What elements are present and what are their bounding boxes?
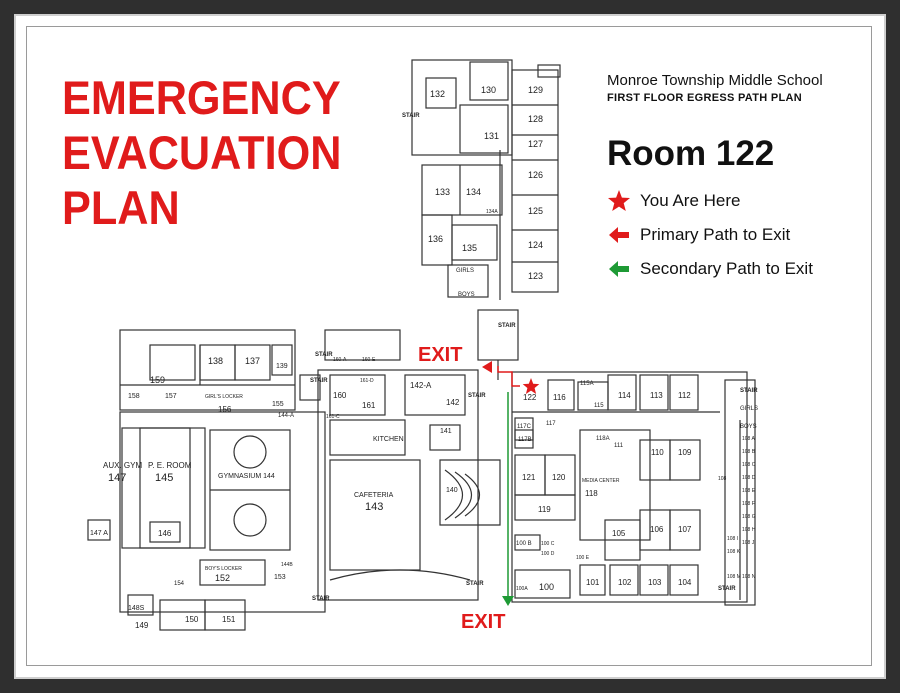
you-are-here-star-icon <box>523 378 540 394</box>
room-label: 156 <box>218 405 232 414</box>
room-label: 108 G <box>742 514 756 520</box>
room-label: KITCHEN <box>373 436 404 443</box>
room-label: 119 <box>538 505 551 514</box>
room-label: 161-C <box>326 414 340 420</box>
room-label: GIRL'S LOCKER <box>205 394 243 400</box>
stair-label: STAIR <box>402 113 420 119</box>
room-label: 108 N <box>742 574 756 580</box>
plan-subtitle: FIRST FLOOR EGRESS PATH PLAN <box>607 92 802 104</box>
room-label: 123 <box>528 271 544 281</box>
room-label: 126 <box>528 170 544 180</box>
room-label: 149 <box>135 621 149 630</box>
room-label: 145 <box>155 472 174 484</box>
room-label: 160 <box>333 391 347 400</box>
room-label: 139 <box>276 363 288 370</box>
room-label: 114 <box>618 391 631 400</box>
room-label: 141 <box>440 428 452 435</box>
room-label: 134 <box>466 187 482 197</box>
room-title: Room 122 <box>607 134 775 173</box>
room-label: 135 <box>462 243 478 253</box>
room-label: AUX. GYM <box>103 461 143 470</box>
room-label: 108 M <box>727 574 741 580</box>
room-label: 147 <box>108 472 127 484</box>
room-label: 148S <box>128 605 145 612</box>
room-label: 154 <box>174 581 185 587</box>
room-label: 147 A <box>90 530 108 537</box>
room-label: CAFETERIA <box>354 492 394 499</box>
room-label: 100 <box>539 582 555 592</box>
room-label: 108 C <box>742 462 756 468</box>
room-label: 102 <box>618 578 632 587</box>
room-label: 157 <box>165 393 177 400</box>
stair-label: STAIR <box>718 586 736 592</box>
primary-path-route <box>482 361 520 386</box>
legend-label: Secondary Path to Exit <box>640 259 813 278</box>
red-arrow-left-icon <box>482 361 492 373</box>
room-label: 108 I <box>727 536 739 542</box>
legend-label: You Are Here <box>640 191 741 210</box>
room-label: 127 <box>528 139 544 149</box>
room-label: 142 <box>446 398 460 407</box>
room-label: 101 <box>586 578 600 587</box>
room-label: 104 <box>678 578 692 587</box>
stair-label: STAIR <box>468 393 486 399</box>
room-label: 137 <box>245 356 261 366</box>
room-label: 100 E <box>576 555 590 561</box>
room-label: 158 <box>128 393 140 400</box>
room-label: 118 <box>585 489 598 498</box>
room-label: MEDIA CENTER <box>582 478 620 484</box>
room-label: 108 F <box>742 501 755 507</box>
room-label: 151 <box>222 615 236 624</box>
room-label: 111 <box>614 443 624 449</box>
restroom-girls-label: GIRLS <box>740 406 759 412</box>
room-label: 100 D <box>541 551 555 557</box>
room-label: 108 B <box>742 449 756 455</box>
room-label: 138 <box>208 356 224 366</box>
stair-label: STAIR <box>740 388 758 394</box>
room-label: 160-A <box>333 357 347 363</box>
room-label: 150 <box>185 615 199 624</box>
room-label: 117B <box>518 437 532 443</box>
stair-label: STAIR <box>312 596 330 602</box>
room-label: 109 <box>678 448 692 457</box>
room-label: 107 <box>678 525 692 534</box>
room-label: 129 <box>528 85 544 95</box>
room-label: BOY'S LOCKER <box>205 566 242 572</box>
restroom-boys-label: BOYS <box>740 424 757 430</box>
room-label: 103 <box>648 578 662 587</box>
room-label: 112 <box>678 391 691 400</box>
room-label: 161-D <box>360 378 374 384</box>
headline-line-3: PLAN <box>62 181 180 234</box>
stair-label: STAIR <box>310 378 328 384</box>
room-label: 128 <box>528 114 544 124</box>
room-label: 108 <box>718 476 727 482</box>
room-label: 132 <box>430 89 446 99</box>
stair-label: STAIR <box>498 323 516 329</box>
room-label: 108 J <box>742 540 755 546</box>
room-label: 124 <box>528 240 544 250</box>
room-label: 144B <box>281 562 293 568</box>
room-label: 140 <box>446 487 458 494</box>
room-label: 121 <box>522 473 536 482</box>
room-label: 159 <box>150 375 166 385</box>
room-label: 106 <box>650 525 664 534</box>
room-label: 131 <box>484 131 500 141</box>
room-label: 144-A <box>278 413 295 419</box>
legend-label: Primary Path to Exit <box>640 225 791 244</box>
room-label: 108 H <box>742 527 756 533</box>
room-label: 117C <box>517 424 531 430</box>
room-label: 136 <box>428 234 444 244</box>
room-label: 108 A <box>742 436 755 442</box>
room-label: 116 <box>553 393 566 402</box>
room-label: 108 K <box>727 549 741 555</box>
room-label: 117 <box>546 421 556 427</box>
room-label: 160-E <box>362 357 376 363</box>
room-label: 115 <box>594 403 604 409</box>
room-label: 108 D <box>742 475 756 481</box>
room-label: 108 E <box>742 488 756 494</box>
headline-line-1: EMERGENCY <box>62 71 341 124</box>
room-label: 155 <box>272 401 284 408</box>
room-label: 125 <box>528 206 544 216</box>
restroom-boys-label: BOYS <box>458 292 475 298</box>
room-label: 118A <box>596 436 610 442</box>
restroom-girls-label: GIRLS <box>456 268 475 274</box>
room-label: 100 C <box>541 541 555 547</box>
room-label: GYMNASIUM 144 <box>218 473 275 480</box>
room-label: 100 B <box>516 541 532 547</box>
room-label: 143 <box>365 501 384 513</box>
room-label: 152 <box>215 573 231 583</box>
room-label: 105 <box>612 529 626 538</box>
room-label: 113 <box>650 391 663 400</box>
exit-label-bottom: EXIT <box>461 611 506 633</box>
room-label: 134A <box>486 209 498 215</box>
stair-label: STAIR <box>466 581 484 587</box>
room-label: 120 <box>552 473 566 482</box>
school-name: Monroe Township Middle School <box>607 72 823 89</box>
room-label: 122 <box>523 393 537 402</box>
room-label: 161 <box>362 401 376 410</box>
room-label: 133 <box>435 187 451 197</box>
room-label: 115A <box>580 381 594 387</box>
exit-label-top: EXIT <box>418 344 463 366</box>
room-label: 142-A <box>410 381 432 390</box>
stair-label: STAIR <box>315 352 333 358</box>
room-label: 110 <box>651 448 664 457</box>
room-label: 153 <box>274 574 286 581</box>
room-label: 100A <box>516 586 528 592</box>
room-label: P. E. ROOM <box>148 461 192 470</box>
headline-line-2: EVACUATION <box>62 126 342 179</box>
room-label: 130 <box>481 85 497 95</box>
room-label: 146 <box>158 529 172 538</box>
